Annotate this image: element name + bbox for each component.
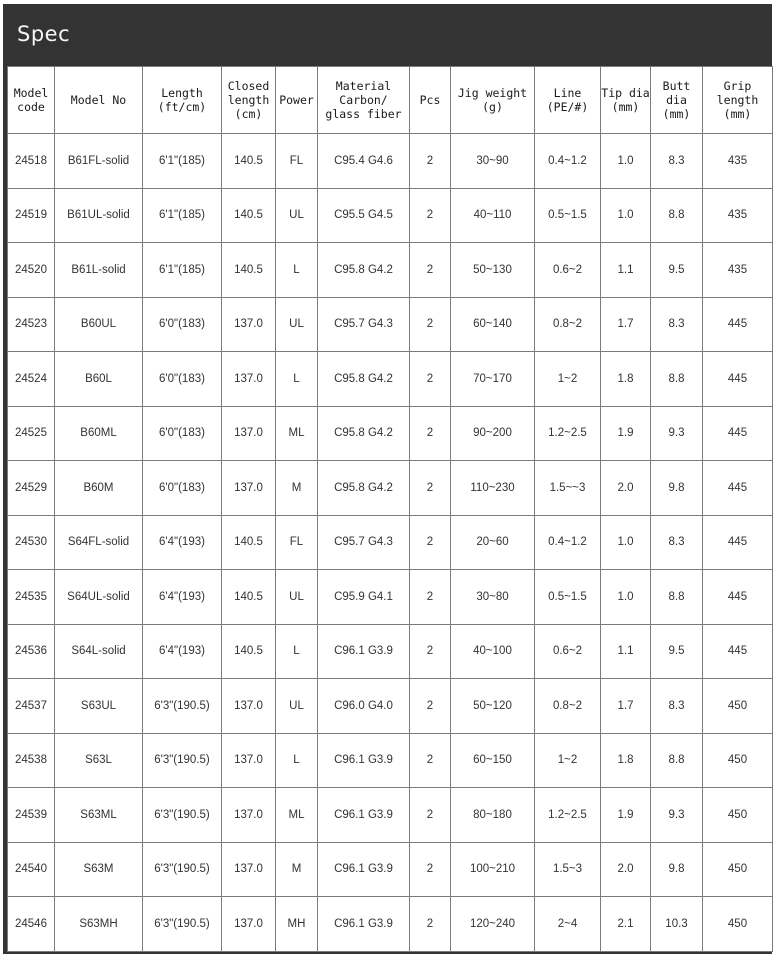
model-code-cell: 24520 [8, 243, 55, 298]
closed-length-cell: 137.0 [222, 788, 276, 843]
power-cell: L [276, 352, 318, 407]
model-code-cell: 24540 [8, 842, 55, 897]
jig-weight-cell: 60~150 [451, 733, 535, 788]
butt-dia-cell: 8.8 [651, 352, 703, 407]
jig-weight-cell: 40~110 [451, 188, 535, 243]
tip-dia-cell: 2.0 [601, 461, 651, 516]
model-code-cell: 24530 [8, 515, 55, 570]
tip-dia-cell: 1.7 [601, 679, 651, 734]
material-cell: C95.7 G4.3 [318, 515, 410, 570]
tip-dia-cell: 1.0 [601, 515, 651, 570]
length-cell: 6'0"(183) [143, 352, 222, 407]
table-header-row [8, 67, 773, 134]
butt-dia-cell: 9.5 [651, 624, 703, 679]
closed-length-cell: 137.0 [222, 352, 276, 407]
grip-length-cell: 435 [703, 134, 773, 189]
jig-weight-cell: 80~180 [451, 788, 535, 843]
column-header-material: Material Carbon/ glass fiber [318, 67, 410, 134]
length-cell: 6'4"(193) [143, 570, 222, 625]
column-header-length: Length (ft/cm) [143, 67, 222, 134]
line-cell: 0.6~2 [535, 624, 601, 679]
jig-weight-cell: 90~200 [451, 406, 535, 461]
jig-weight-cell: 30~90 [451, 134, 535, 189]
model-no-cell: B60UL [55, 297, 143, 352]
tip-dia-cell: 1.0 [601, 570, 651, 625]
model-no-cell: B61UL-solid [55, 188, 143, 243]
pcs-cell: 2 [410, 134, 451, 189]
length-cell: 6'1"(185) [143, 188, 222, 243]
spec-title: Spec [17, 22, 71, 46]
length-cell: 6'4"(193) [143, 515, 222, 570]
grip-length-cell: 450 [703, 733, 773, 788]
material-cell: C96.1 G3.9 [318, 733, 410, 788]
tip-dia-cell: 1.9 [601, 788, 651, 843]
line-cell: 0.4~1.2 [535, 515, 601, 570]
line-cell: 0.8~2 [535, 297, 601, 352]
table-row [8, 406, 773, 461]
pcs-cell: 2 [410, 352, 451, 407]
grip-length-cell: 445 [703, 297, 773, 352]
tip-dia-cell: 1.0 [601, 188, 651, 243]
material-cell: C95.8 G4.2 [318, 243, 410, 298]
butt-dia-cell: 9.3 [651, 406, 703, 461]
butt-dia-cell: 8.3 [651, 297, 703, 352]
closed-length-cell: 140.5 [222, 624, 276, 679]
closed-length-cell: 140.5 [222, 570, 276, 625]
material-cell: C96.0 G4.0 [318, 679, 410, 734]
table-row [8, 624, 773, 679]
butt-dia-cell: 8.8 [651, 188, 703, 243]
line-cell: 0.6~2 [535, 243, 601, 298]
table-row [8, 515, 773, 570]
model-no-cell: B61FL-solid [55, 134, 143, 189]
grip-length-cell: 450 [703, 788, 773, 843]
model-code-cell: 24519 [8, 188, 55, 243]
butt-dia-cell: 8.3 [651, 134, 703, 189]
tip-dia-cell: 1.9 [601, 406, 651, 461]
model-no-cell: S64UL-solid [55, 570, 143, 625]
jig-weight-cell: 50~120 [451, 679, 535, 734]
power-cell: L [276, 733, 318, 788]
pcs-cell: 2 [410, 461, 451, 516]
line-cell: 1.5~~3 [535, 461, 601, 516]
column-header-butt-dia: Butt dia (mm) [651, 67, 703, 134]
material-cell: C95.8 G4.2 [318, 461, 410, 516]
pcs-cell: 2 [410, 515, 451, 570]
line-cell: 1.2~2.5 [535, 788, 601, 843]
model-code-cell: 24524 [8, 352, 55, 407]
material-cell: C95.8 G4.2 [318, 406, 410, 461]
jig-weight-cell: 100~210 [451, 842, 535, 897]
power-cell: UL [276, 297, 318, 352]
grip-length-cell: 445 [703, 624, 773, 679]
table-row [8, 297, 773, 352]
pcs-cell: 2 [410, 733, 451, 788]
pcs-cell: 2 [410, 188, 451, 243]
closed-length-cell: 137.0 [222, 406, 276, 461]
jig-weight-cell: 20~60 [451, 515, 535, 570]
model-code-cell: 24537 [8, 679, 55, 734]
jig-weight-cell: 110~230 [451, 461, 535, 516]
column-header-line: Line (PE/#) [535, 67, 601, 134]
column-header-power: Power [276, 67, 318, 134]
grip-length-cell: 450 [703, 842, 773, 897]
material-cell: C96.1 G3.9 [318, 842, 410, 897]
closed-length-cell: 137.0 [222, 733, 276, 788]
butt-dia-cell: 8.3 [651, 515, 703, 570]
butt-dia-cell: 9.3 [651, 788, 703, 843]
closed-length-cell: 137.0 [222, 461, 276, 516]
length-cell: 6'4"(193) [143, 624, 222, 679]
power-cell: FL [276, 134, 318, 189]
model-no-cell: S64L-solid [55, 624, 143, 679]
model-no-cell: S64FL-solid [55, 515, 143, 570]
butt-dia-cell: 8.8 [651, 733, 703, 788]
pcs-cell: 2 [410, 788, 451, 843]
butt-dia-cell: 9.8 [651, 461, 703, 516]
power-cell: ML [276, 406, 318, 461]
closed-length-cell: 137.0 [222, 679, 276, 734]
length-cell: 6'3"(190.5) [143, 679, 222, 734]
closed-length-cell: 140.5 [222, 243, 276, 298]
table-row [8, 788, 773, 843]
line-cell: 1~2 [535, 352, 601, 407]
jig-weight-cell: 50~130 [451, 243, 535, 298]
line-cell: 2~4 [535, 897, 601, 952]
grip-length-cell: 445 [703, 515, 773, 570]
spec-table [7, 66, 773, 952]
grip-length-cell: 450 [703, 897, 773, 952]
line-cell: 0.5~1.5 [535, 188, 601, 243]
closed-length-cell: 140.5 [222, 515, 276, 570]
column-header-jig-weight: Jig weight (g) [451, 67, 535, 134]
tip-dia-cell: 1.1 [601, 624, 651, 679]
column-header-tip-dia: Tip dia (mm) [601, 67, 651, 134]
tip-dia-cell: 1.8 [601, 733, 651, 788]
butt-dia-cell: 8.3 [651, 679, 703, 734]
grip-length-cell: 435 [703, 188, 773, 243]
line-cell: 0.5~1.5 [535, 570, 601, 625]
material-cell: C95.9 G4.1 [318, 570, 410, 625]
model-code-cell: 24518 [8, 134, 55, 189]
model-code-cell: 24536 [8, 624, 55, 679]
material-cell: C96.1 G3.9 [318, 788, 410, 843]
power-cell: M [276, 842, 318, 897]
line-cell: 1.2~2.5 [535, 406, 601, 461]
butt-dia-cell: 9.8 [651, 842, 703, 897]
model-no-cell: S63UL [55, 679, 143, 734]
material-cell: C95.4 G4.6 [318, 134, 410, 189]
pcs-cell: 2 [410, 243, 451, 298]
column-header-pcs: Pcs [410, 67, 451, 134]
length-cell: 6'3"(190.5) [143, 897, 222, 952]
power-cell: MH [276, 897, 318, 952]
column-header-closed-length: Closed length (cm) [222, 67, 276, 134]
power-cell: ML [276, 788, 318, 843]
line-cell: 1.5~3 [535, 842, 601, 897]
grip-length-cell: 445 [703, 570, 773, 625]
tip-dia-cell: 1.7 [601, 297, 651, 352]
jig-weight-cell: 30~80 [451, 570, 535, 625]
model-code-cell: 24539 [8, 788, 55, 843]
power-cell: FL [276, 515, 318, 570]
power-cell: UL [276, 188, 318, 243]
model-code-cell: 24529 [8, 461, 55, 516]
material-cell: C95.5 G4.5 [318, 188, 410, 243]
jig-weight-cell: 40~100 [451, 624, 535, 679]
table-body [8, 134, 773, 952]
line-cell: 0.8~2 [535, 679, 601, 734]
material-cell: C96.1 G3.9 [318, 624, 410, 679]
line-cell: 1~2 [535, 733, 601, 788]
power-cell: M [276, 461, 318, 516]
length-cell: 6'0"(183) [143, 406, 222, 461]
closed-length-cell: 137.0 [222, 297, 276, 352]
model-no-cell: B61L-solid [55, 243, 143, 298]
column-header-grip-length: Grip length (mm) [703, 67, 773, 134]
material-cell: C96.1 G3.9 [318, 897, 410, 952]
power-cell: L [276, 624, 318, 679]
butt-dia-cell: 8.8 [651, 570, 703, 625]
table-row [8, 842, 773, 897]
model-no-cell: S63M [55, 842, 143, 897]
tip-dia-cell: 1.8 [601, 352, 651, 407]
model-no-cell: B60ML [55, 406, 143, 461]
column-header-model-no: Model No [55, 67, 143, 134]
grip-length-cell: 445 [703, 406, 773, 461]
table-row [8, 679, 773, 734]
model-no-cell: S63ML [55, 788, 143, 843]
power-cell: L [276, 243, 318, 298]
pcs-cell: 2 [410, 897, 451, 952]
jig-weight-cell: 70~170 [451, 352, 535, 407]
pcs-cell: 2 [410, 679, 451, 734]
pcs-cell: 2 [410, 842, 451, 897]
material-cell: C95.7 G4.3 [318, 297, 410, 352]
jig-weight-cell: 60~140 [451, 297, 535, 352]
closed-length-cell: 140.5 [222, 188, 276, 243]
model-no-cell: S63L [55, 733, 143, 788]
length-cell: 6'3"(190.5) [143, 733, 222, 788]
butt-dia-cell: 10.3 [651, 897, 703, 952]
table-row [8, 243, 773, 298]
table-row [8, 570, 773, 625]
closed-length-cell: 137.0 [222, 842, 276, 897]
closed-length-cell: 140.5 [222, 134, 276, 189]
tip-dia-cell: 2.1 [601, 897, 651, 952]
material-cell: C95.8 G4.2 [318, 352, 410, 407]
grip-length-cell: 445 [703, 352, 773, 407]
length-cell: 6'3"(190.5) [143, 842, 222, 897]
model-code-cell: 24546 [8, 897, 55, 952]
grip-length-cell: 435 [703, 243, 773, 298]
length-cell: 6'1"(185) [143, 243, 222, 298]
pcs-cell: 2 [410, 406, 451, 461]
power-cell: UL [276, 570, 318, 625]
grip-length-cell: 445 [703, 461, 773, 516]
model-code-cell: 24525 [8, 406, 55, 461]
tip-dia-cell: 1.0 [601, 134, 651, 189]
length-cell: 6'1"(185) [143, 134, 222, 189]
pcs-cell: 2 [410, 297, 451, 352]
table-row [8, 352, 773, 407]
grip-length-cell: 450 [703, 679, 773, 734]
column-header-model-code: Model code [8, 67, 55, 134]
model-code-cell: 24523 [8, 297, 55, 352]
model-code-cell: 24535 [8, 570, 55, 625]
table-row [8, 733, 773, 788]
length-cell: 6'0"(183) [143, 297, 222, 352]
model-no-cell: B60L [55, 352, 143, 407]
model-code-cell: 24538 [8, 733, 55, 788]
length-cell: 6'3"(190.5) [143, 788, 222, 843]
table-row [8, 897, 773, 952]
table-row [8, 461, 773, 516]
tip-dia-cell: 2.0 [601, 842, 651, 897]
jig-weight-cell: 120~240 [451, 897, 535, 952]
tip-dia-cell: 1.1 [601, 243, 651, 298]
model-no-cell: S63MH [55, 897, 143, 952]
model-no-cell: B60M [55, 461, 143, 516]
line-cell: 0.4~1.2 [535, 134, 601, 189]
power-cell: UL [276, 679, 318, 734]
closed-length-cell: 137.0 [222, 897, 276, 952]
table-row [8, 188, 773, 243]
length-cell: 6'0"(183) [143, 461, 222, 516]
pcs-cell: 2 [410, 624, 451, 679]
pcs-cell: 2 [410, 570, 451, 625]
butt-dia-cell: 9.5 [651, 243, 703, 298]
table-row [8, 134, 773, 189]
